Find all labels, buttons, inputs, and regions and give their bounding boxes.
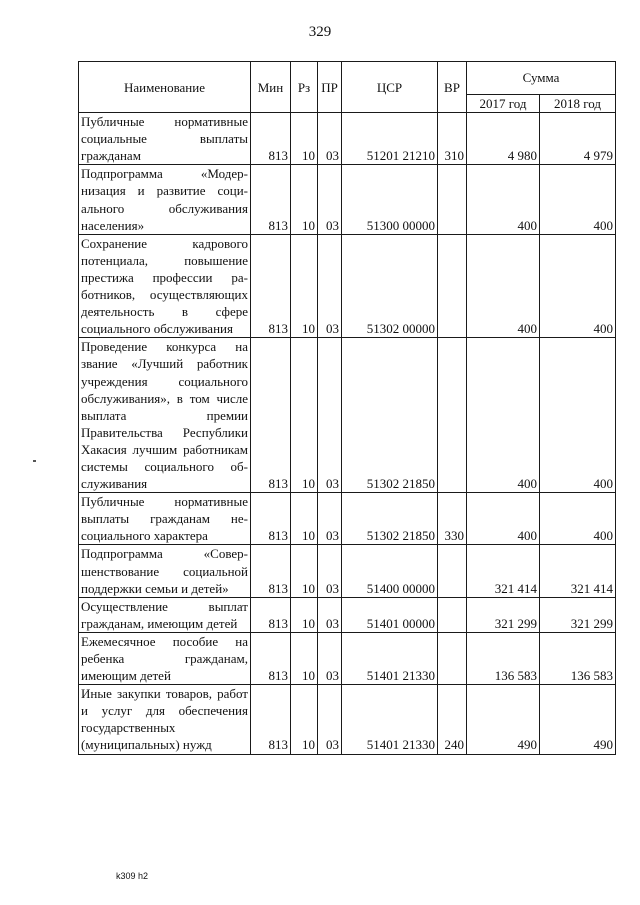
- row-name: Подпрограмма «Совершенствование социальной поддержки семьи и детей»: [79, 545, 251, 597]
- row-sum-2017: 400: [467, 338, 540, 493]
- row-name: Сохранение кадрового потенциала, повышение престижа профессии работников, осуществляющих деятельность в сфере социального обслуживания: [79, 234, 251, 338]
- row-pr: 03: [318, 597, 342, 632]
- page-number: 329: [308, 24, 332, 40]
- table-row: [79, 493, 616, 545]
- header-name: Наименование: [79, 62, 251, 113]
- row-vr: [438, 632, 467, 684]
- row-name: Публичные нормативные выплаты гражданам несоциального характера: [79, 493, 251, 545]
- table-row: [79, 165, 616, 234]
- row-csr: 51302 21850: [342, 338, 438, 493]
- row-vr: [438, 597, 467, 632]
- row-sum-2018: 490: [540, 685, 616, 754]
- row-rz: 10: [291, 165, 318, 234]
- header-vr: ВР: [438, 62, 467, 113]
- row-min: 813: [251, 234, 291, 338]
- header-year-2018: 2018 год: [540, 95, 616, 113]
- row-sum-2017: 400: [467, 493, 540, 545]
- row-sum-2017: 321 414: [467, 545, 540, 597]
- row-pr: 03: [318, 338, 342, 493]
- row-pr: 03: [318, 234, 342, 338]
- row-csr: 51401 21330: [342, 685, 438, 754]
- row-sum-2017: 321 299: [467, 597, 540, 632]
- row-rz: 10: [291, 493, 318, 545]
- row-vr: [438, 234, 467, 338]
- header-sum: Сумма: [467, 62, 616, 95]
- row-rz: 10: [291, 632, 318, 684]
- row-rz: 10: [291, 597, 318, 632]
- row-sum-2017: 136 583: [467, 632, 540, 684]
- row-sum-2018: 400: [540, 338, 616, 493]
- margin-mark: [33, 460, 36, 462]
- row-csr: 51302 21850: [342, 493, 438, 545]
- table-row: [79, 113, 616, 165]
- row-sum-2017: 400: [467, 165, 540, 234]
- row-min: 813: [251, 685, 291, 754]
- row-pr: 03: [318, 632, 342, 684]
- header-csr: ЦСР: [342, 62, 438, 113]
- row-sum-2018: 400: [540, 234, 616, 338]
- table-row: [79, 632, 616, 684]
- row-pr: 03: [318, 165, 342, 234]
- row-sum-2018: 321 299: [540, 597, 616, 632]
- row-vr: 240: [438, 685, 467, 754]
- row-pr: 03: [318, 493, 342, 545]
- row-sum-2018: 136 583: [540, 632, 616, 684]
- row-csr: 51401 00000: [342, 597, 438, 632]
- row-vr: [438, 338, 467, 493]
- row-name: Подпрограмма «Модернизация и развитие социального обслуживания населения»: [79, 165, 251, 234]
- row-rz: 10: [291, 113, 318, 165]
- row-vr: 330: [438, 493, 467, 545]
- row-name: Осуществление выплат гражданам, имеющим детей: [79, 597, 251, 632]
- table-row: [79, 338, 616, 493]
- table-row: [79, 685, 616, 754]
- row-min: 813: [251, 545, 291, 597]
- row-min: 813: [251, 632, 291, 684]
- row-csr: 51201 21210: [342, 113, 438, 165]
- row-min: 813: [251, 165, 291, 234]
- row-vr: 310: [438, 113, 467, 165]
- row-rz: 10: [291, 685, 318, 754]
- row-min: 813: [251, 597, 291, 632]
- row-sum-2017: 4 980: [467, 113, 540, 165]
- row-csr: 51302 00000: [342, 234, 438, 338]
- row-pr: 03: [318, 685, 342, 754]
- table-row: [79, 597, 616, 632]
- row-sum-2018: 4 979: [540, 113, 616, 165]
- row-sum-2017: 490: [467, 685, 540, 754]
- row-name: Проведение конкурса на звание «Лучший работник учреждения социального обслуживания», в том числе выплата премии Правительства Республики Хакасия лучшим работникам системы социального обслуживания: [79, 338, 251, 493]
- header-year-2017: 2017 год: [467, 95, 540, 113]
- row-name: Иные закупки товаров, работ и услуг для обеспечения государственных (муниципальных) нужд: [79, 685, 251, 754]
- row-rz: 10: [291, 545, 318, 597]
- row-sum-2018: 321 414: [540, 545, 616, 597]
- row-vr: [438, 545, 467, 597]
- row-rz: 10: [291, 338, 318, 493]
- header-min: Мин: [251, 62, 291, 113]
- row-min: 813: [251, 113, 291, 165]
- row-pr: 03: [318, 113, 342, 165]
- row-csr: 51400 00000: [342, 545, 438, 597]
- row-sum-2018: 400: [540, 165, 616, 234]
- header-pr: ПР: [318, 62, 342, 113]
- row-name: Публичные нормативные социальные выплаты гражданам: [79, 113, 251, 165]
- footer-code: k309 h2: [116, 871, 149, 881]
- table-row: [79, 545, 616, 597]
- budget-table: [78, 61, 616, 755]
- table-row: [79, 234, 616, 338]
- row-csr: 51401 21330: [342, 632, 438, 684]
- header-rz: Рз: [291, 62, 318, 113]
- row-name: Ежемесячное пособие на ребенка гражданам, имеющим детей: [79, 632, 251, 684]
- row-sum-2017: 400: [467, 234, 540, 338]
- row-pr: 03: [318, 545, 342, 597]
- row-min: 813: [251, 493, 291, 545]
- row-rz: 10: [291, 234, 318, 338]
- row-csr: 51300 00000: [342, 165, 438, 234]
- row-vr: [438, 165, 467, 234]
- row-min: 813: [251, 338, 291, 493]
- row-sum-2018: 400: [540, 493, 616, 545]
